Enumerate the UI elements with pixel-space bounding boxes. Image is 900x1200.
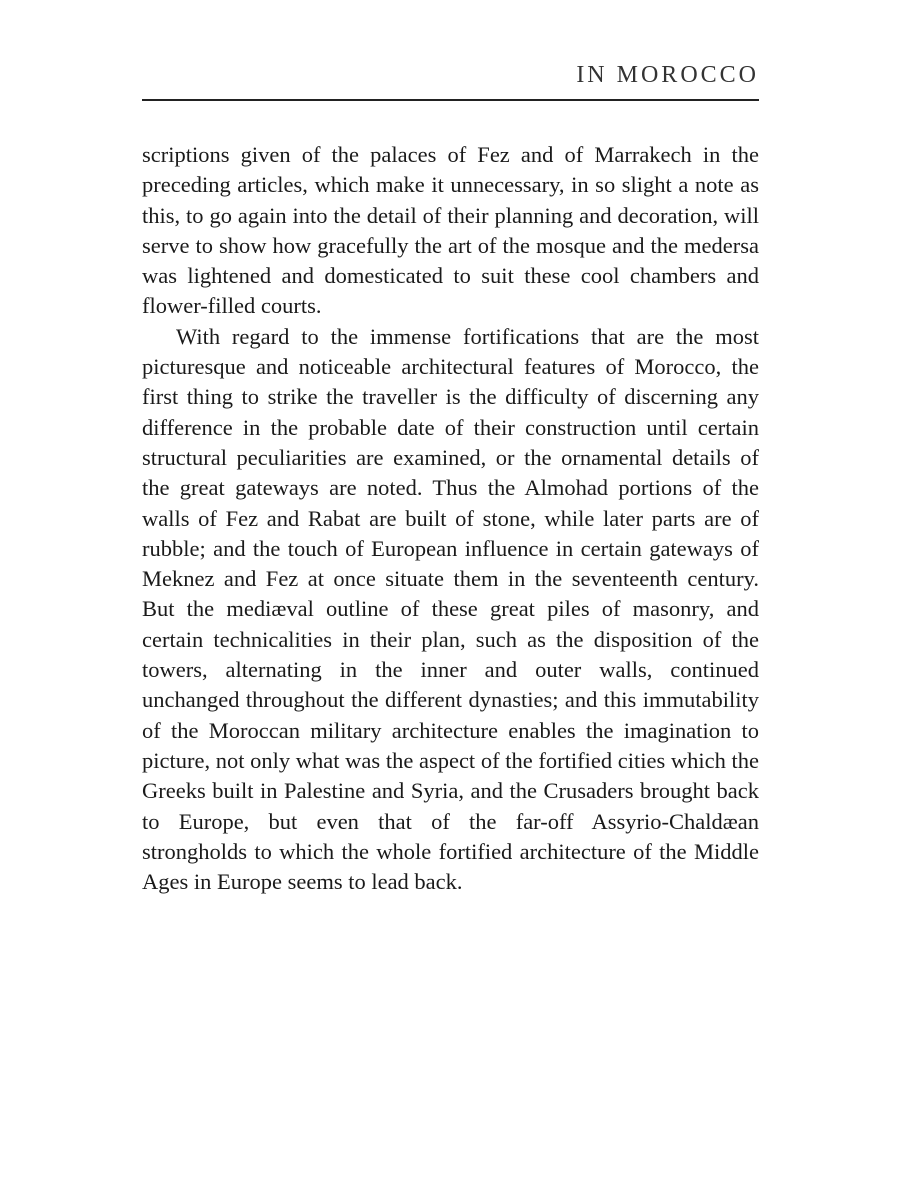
paragraph-fortifications: With regard to the immense fortifications that are the most picturesque and noticeable architectural features of Morocco, the first thing to strike the traveller is the difficulty of discerning any difference in the probable date of their construction until certain structural peculiarities are examined, or the ornamental details of the great gateways are noted. Thus the Almohad portions of the walls of Fez and Rabat are built of stone, while later parts are of rubble; and the touch of European influence in certain gateways of Meknez and Fez at once situate them in the seventeenth century. But the mediæval outline of these great piles of masonry, and certain technicalities in their plan, such as the disposition of the towers, alternating in the inner and outer walls, continued unchanged throughout the different dynasties; and this immutability of the Moroccan military architecture enables the imagination to picture, not only what was the aspect of the fortified cities which the Greeks built in Palestine and Syria, and the Crusaders brought back to Europe, but even that of the far-off Assyrio-Chaldæan strongholds to which the whole fortified architecture of the Middle Ages in Europe seems to lead back. — [142, 323, 759, 895]
running-head-title: IN MOROCCO — [576, 62, 759, 88]
page-body — [142, 140, 759, 897]
paragraph-continued: scriptions given of the palaces of Fez and of Marrakech in the preceding articles, which make it unnecessary, in so slight a note as this, to go again into the detail of their planning and decoration, will serve to show how gracefully the art of the mosque and the medersa was lightened and domesticated to suit these cool chambers and flower-filled courts. — [142, 142, 759, 319]
header-rule — [142, 99, 759, 101]
